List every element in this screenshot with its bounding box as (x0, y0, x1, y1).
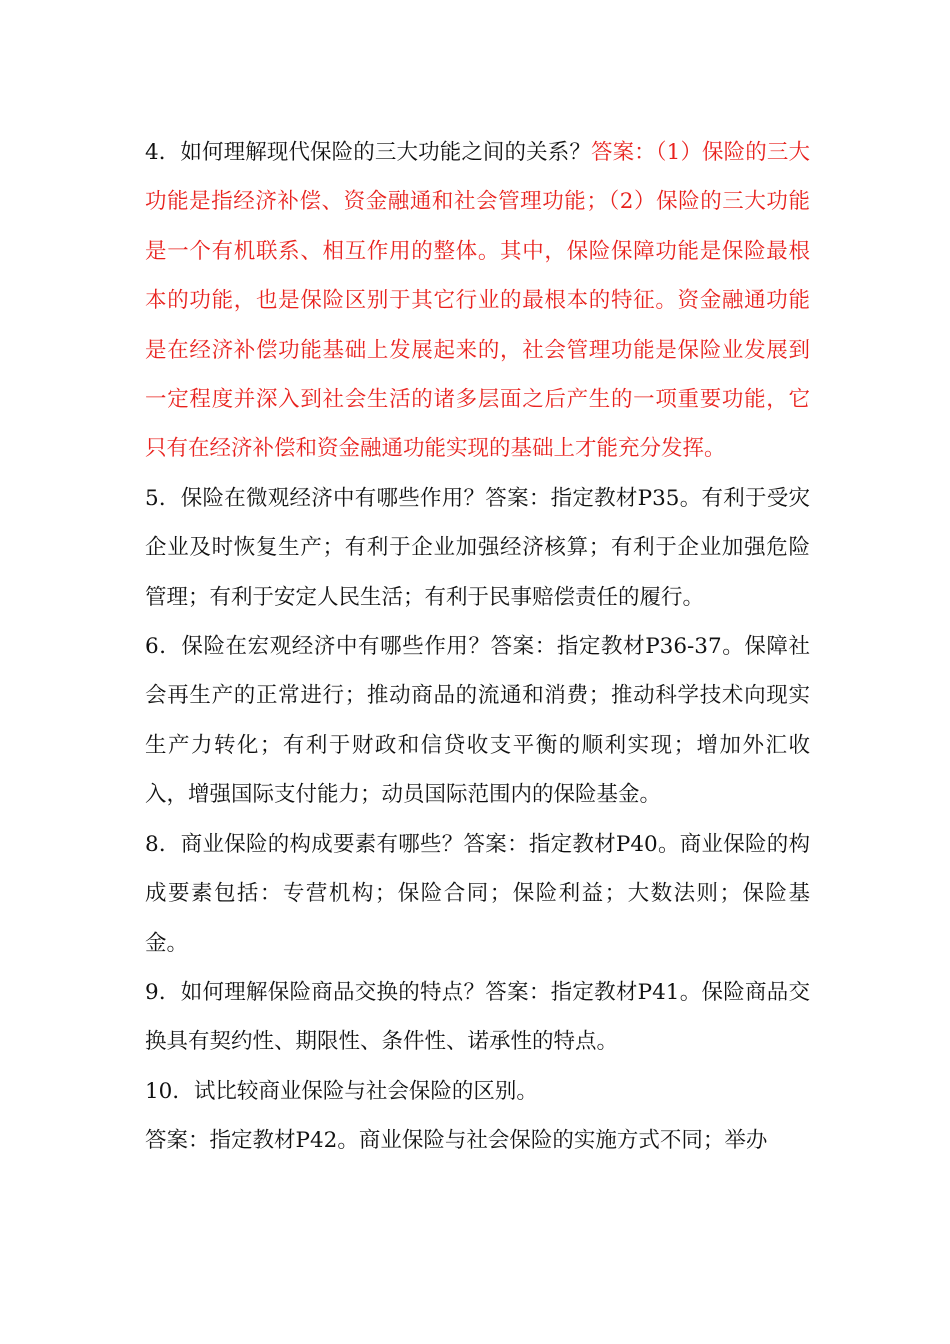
question-4-answer: 答案：（1）保险的三大功能是指经济补偿、资金融通和社会管理功能；（2）保险的三大功能是一个有机联系、相互作用的整体。其中，保险保障功能是保险最根本的功能，也是保险区别于其它行业的最根本的特征。资金融通功能是在经济补偿功能基础上发展起来的，社会管理功能是保险业发展到一定程度并深入到社会生活的诸多层面之后产生的一项重要功能，它只有在经济补偿和资金融通功能实现的基础上才能充分发挥。 (145, 140, 810, 462)
question-8: 8．商业保险的构成要素有哪些？答案：指定教材P40。商业保险的构成要素包括：专营机构；保险合同；保险利益；大数法则；保险基金。 (145, 831, 810, 956)
question-6: 6．保险在宏观经济中有哪些作用？答案：指定教材P36-37。保障社会再生产的正常进行；推动商品的流通和消费；推动科学技术向现实生产力转化；有利于财政和信贷收支平衡的顺利实现；增加外汇收入，增强国际支付能力；动员国际范围内的保险基金。 (145, 634, 810, 808)
question-5: 5．保险在微观经济中有哪些作用？答案：指定教材P35。有利于受灾企业及时恢复生产；有利于企业加强经济核算；有利于企业加强危险管理；有利于安定人民生活；有利于民事赔偿责任的履行。 (145, 485, 810, 610)
question-9: 9．如何理解保险商品交换的特点？答案：指定教材P41。保险商品交换具有契约性、期限性、条件性、诺承性的特点。 (145, 979, 810, 1055)
question-10-answer: 答案：指定教材P42。商业保险与社会保险的实施方式不同；举办 (145, 1128, 768, 1154)
question-4 (145, 128, 810, 474)
document-body (145, 128, 810, 1166)
question-4-text: 4．如何理解现代保险的三大功能之间的关系？ (145, 140, 591, 165)
question-10: 10．试比较商业保险与社会保险的区别。 (145, 1078, 538, 1104)
